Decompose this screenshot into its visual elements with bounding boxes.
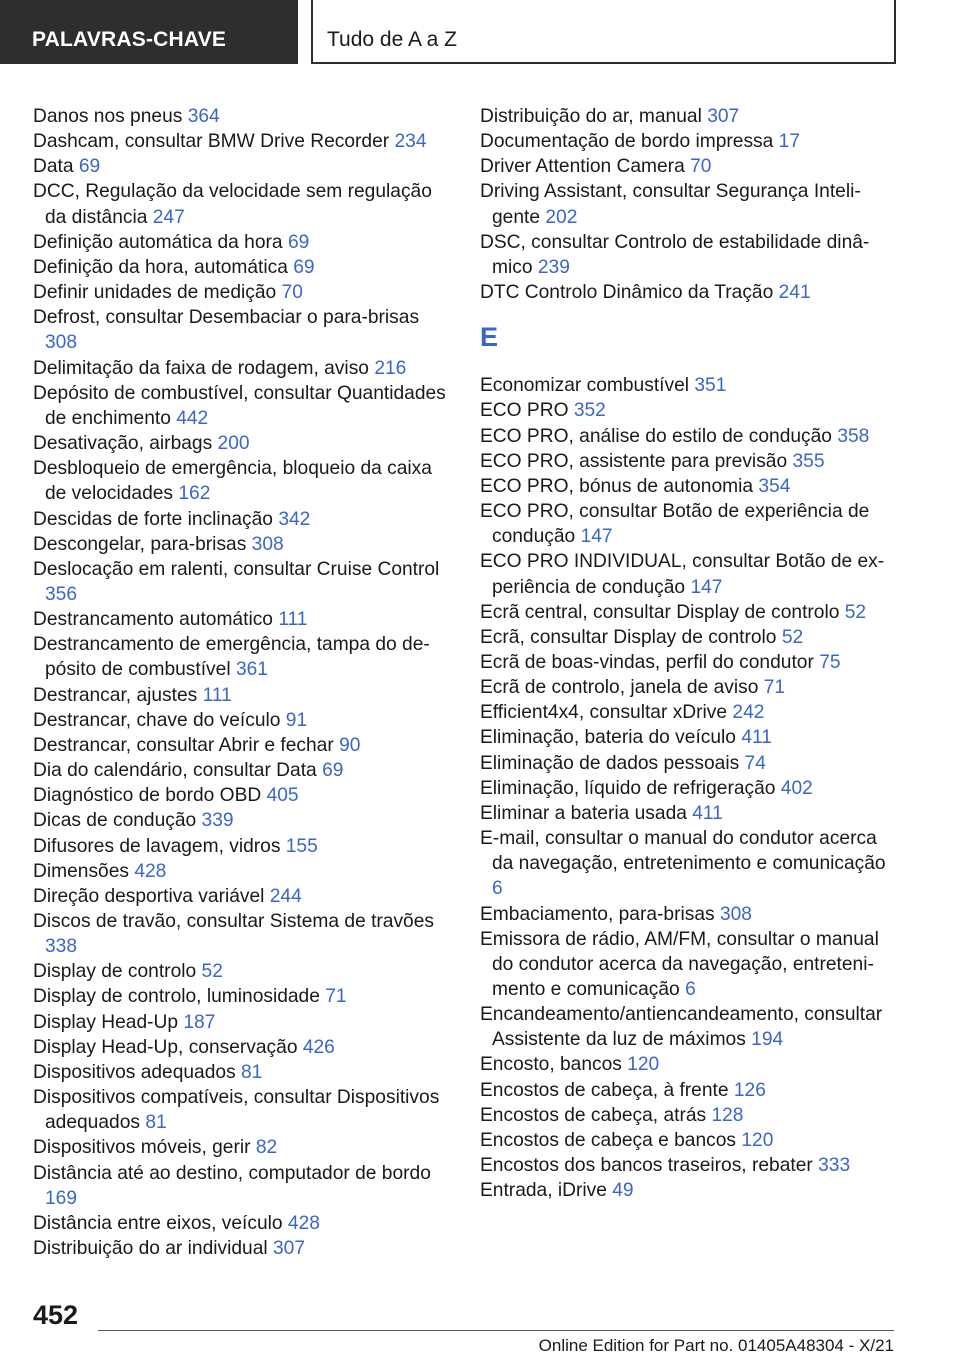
index-entry bbox=[33, 1035, 453, 1060]
index-entry bbox=[33, 1085, 453, 1135]
index-entry bbox=[33, 959, 453, 984]
index-term: Emissora de rádio, AM/FM, consultar o manual do condutor acerca da navegação, entretenimento e comunicação bbox=[480, 928, 879, 1000]
index-term: Display Head-Up bbox=[33, 1011, 179, 1033]
index-term: Destrancamento de emergência, tampa do depósito de combustível bbox=[33, 634, 430, 681]
index-entry bbox=[480, 104, 890, 129]
index-entry bbox=[480, 600, 890, 625]
page-reference-link[interactable]: 361 bbox=[235, 659, 268, 681]
page-reference-link[interactable]: 120 bbox=[741, 1129, 774, 1151]
index-entry bbox=[480, 625, 890, 650]
index-term: Distância até ao destino, computador de bordo bbox=[33, 1162, 431, 1184]
page-reference-link[interactable]: 355 bbox=[792, 450, 825, 472]
page-reference-link[interactable]: 128 bbox=[711, 1104, 744, 1126]
page-reference-link[interactable]: 70 bbox=[281, 282, 303, 304]
index-entry bbox=[480, 1052, 890, 1077]
index-entry bbox=[480, 1103, 890, 1128]
page-reference-link[interactable]: 187 bbox=[183, 1011, 216, 1033]
index-entry bbox=[480, 280, 890, 305]
page-reference-link[interactable]: 90 bbox=[339, 734, 361, 756]
index-entry bbox=[480, 1002, 890, 1052]
index-term: Descongelar, para-brisas bbox=[33, 533, 247, 555]
index-entry bbox=[480, 700, 890, 725]
index-entry bbox=[480, 1128, 890, 1153]
page-reference-link[interactable]: 74 bbox=[744, 752, 766, 774]
index-entry bbox=[480, 725, 890, 750]
index-term: Dia do calendário, consultar Data bbox=[33, 760, 317, 782]
page-reference-link[interactable]: 307 bbox=[707, 106, 740, 127]
page-reference-link[interactable]: 411 bbox=[692, 802, 723, 824]
index-term: Depósito de combustível, consultar Quantidades de enchimento bbox=[33, 382, 446, 429]
index-entry bbox=[33, 859, 453, 884]
index-term: Eliminar a bateria usada bbox=[480, 802, 687, 824]
index-term: DCC, Regulação da velocidade sem regulação da distância bbox=[33, 181, 432, 228]
page-reference-link[interactable]: 147 bbox=[580, 526, 613, 548]
index-term: Dispositivos adequados bbox=[33, 1061, 236, 1083]
page-reference-link[interactable]: 308 bbox=[251, 533, 284, 555]
index-term: Dicas de condução bbox=[33, 810, 197, 832]
index-term: Encostos de cabeça e bancos bbox=[480, 1129, 737, 1151]
page-reference-link[interactable]: 194 bbox=[751, 1029, 784, 1051]
index-column-right bbox=[480, 104, 890, 1203]
page-reference-link[interactable]: 354 bbox=[758, 475, 791, 497]
index-term: Display de controlo, luminosidade bbox=[33, 986, 320, 1008]
index-entry bbox=[480, 927, 890, 1002]
index-term: Diagnóstico de bordo OBD bbox=[33, 785, 262, 807]
index-term: Entrada, iDrive bbox=[480, 1180, 607, 1202]
page-reference-link[interactable]: 405 bbox=[266, 785, 299, 807]
index-entry bbox=[33, 129, 453, 154]
index-entry bbox=[33, 984, 453, 1009]
footer-divider bbox=[98, 1330, 894, 1331]
page-reference-link[interactable]: 120 bbox=[627, 1054, 660, 1076]
index-term: Dispositivos móveis, gerir bbox=[33, 1137, 251, 1159]
index-entry bbox=[33, 532, 453, 557]
page-reference-link[interactable]: 69 bbox=[287, 231, 310, 253]
index-entry bbox=[33, 1211, 453, 1236]
page-reference-link[interactable]: 442 bbox=[176, 407, 209, 429]
index-term: Descidas de forte inclinação bbox=[33, 508, 273, 530]
subsection-tab: Tudo de A a Z bbox=[311, 0, 896, 64]
page-reference-link[interactable]: 71 bbox=[763, 677, 786, 699]
index-group-d bbox=[480, 104, 890, 305]
page-reference-link[interactable]: 356 bbox=[45, 583, 78, 605]
page-reference-link[interactable]: 6 bbox=[492, 878, 503, 900]
index-entry bbox=[480, 549, 890, 599]
index-term: Embaciamento, para-brisas bbox=[480, 903, 715, 925]
index-group-e bbox=[480, 373, 890, 1203]
page-reference-link[interactable]: 342 bbox=[278, 508, 311, 530]
index-term: Encosto, bancos bbox=[480, 1054, 622, 1076]
index-term: Delimitação da faixa de rodagem, aviso bbox=[33, 357, 369, 379]
page-number: 452 bbox=[33, 1300, 79, 1330]
page-reference-link[interactable]: 234 bbox=[394, 131, 427, 153]
index-entry bbox=[480, 424, 890, 449]
page-reference-link[interactable]: 307 bbox=[272, 1238, 305, 1260]
index-entry bbox=[480, 1078, 890, 1103]
index-term: Ecrã de controlo, janela de aviso bbox=[480, 677, 759, 699]
page-reference-link[interactable]: 75 bbox=[819, 651, 841, 673]
page-reference-link[interactable]: 352 bbox=[573, 400, 606, 422]
index-term: ECO PRO, consultar Botão de experiência de condução bbox=[480, 501, 870, 548]
index-term: Distribuição do ar, manual bbox=[480, 106, 702, 127]
page-reference-link[interactable]: 241 bbox=[778, 282, 811, 304]
index-entry bbox=[480, 398, 890, 423]
index-term: ECO PRO bbox=[480, 400, 569, 422]
index-term: Destrancar, ajustes bbox=[33, 684, 198, 706]
page-reference-link[interactable]: 239 bbox=[537, 256, 570, 278]
index-entry bbox=[33, 733, 453, 758]
index-term: Definir unidades de medição bbox=[33, 282, 277, 304]
index-entry bbox=[480, 1153, 890, 1178]
index-entry bbox=[33, 230, 453, 255]
index-term: Distância entre eixos, veículo bbox=[33, 1212, 283, 1234]
index-entry bbox=[33, 884, 453, 909]
index-entry bbox=[33, 632, 453, 682]
page-reference-link[interactable]: 216 bbox=[374, 357, 407, 379]
section-letter-heading: E bbox=[480, 322, 499, 353]
index-entry bbox=[480, 776, 890, 801]
page-reference-link[interactable]: 333 bbox=[818, 1155, 851, 1177]
index-entry bbox=[33, 708, 453, 733]
index-term: Definição automática da hora bbox=[33, 231, 283, 253]
index-term: Documentação de bordo impressa bbox=[480, 131, 774, 153]
index-entry bbox=[33, 507, 453, 532]
page-reference-link[interactable]: 358 bbox=[837, 425, 870, 447]
index-entry bbox=[480, 650, 890, 675]
index-term: Direção desportiva variável bbox=[33, 885, 265, 907]
index-column-left bbox=[33, 104, 453, 1261]
index-entry bbox=[480, 1178, 890, 1203]
page-reference-link[interactable]: 49 bbox=[612, 1180, 634, 1202]
page-reference-link[interactable]: 426 bbox=[302, 1036, 335, 1058]
page-reference-link[interactable]: 155 bbox=[285, 835, 318, 857]
index-term: Definição da hora, automática bbox=[33, 256, 288, 278]
index-entry bbox=[33, 179, 453, 229]
index-entry bbox=[33, 607, 453, 632]
page-reference-link[interactable]: 364 bbox=[187, 106, 220, 127]
index-entry bbox=[33, 356, 453, 381]
index-term: Encostos de cabeça, à frente bbox=[480, 1079, 729, 1101]
index-term: Difusores de lavagem, vidros bbox=[33, 835, 281, 857]
index-entry bbox=[480, 801, 890, 826]
page-reference-link[interactable]: 69 bbox=[322, 760, 344, 782]
index-term: Ecrã de boas-vindas, perfil do condutor bbox=[480, 651, 814, 673]
index-term: Display Head-Up, conservação bbox=[33, 1036, 298, 1058]
index-term: DTC Controlo Dinâmico da Tração bbox=[480, 282, 774, 304]
index-term: Destrancamento automático bbox=[33, 609, 273, 631]
page-reference-link[interactable]: 52 bbox=[844, 601, 867, 623]
index-entry bbox=[33, 280, 453, 305]
index-term: Destrancar, chave do veículo bbox=[33, 709, 281, 731]
index-entry bbox=[480, 449, 890, 474]
page-reference-link[interactable]: 308 bbox=[45, 332, 78, 354]
page-reference-link[interactable]: 428 bbox=[287, 1212, 320, 1234]
index-entry bbox=[33, 1236, 453, 1261]
index-entry bbox=[480, 902, 890, 927]
page-reference-link[interactable]: 52 bbox=[201, 961, 223, 983]
index-entry bbox=[33, 1060, 453, 1085]
index-term: ECO PRO, análise do estilo de condução bbox=[480, 425, 832, 447]
index-term: Eliminação, bateria do veículo bbox=[480, 727, 736, 749]
index-entry bbox=[33, 154, 453, 179]
page-reference-link[interactable]: 111 bbox=[278, 609, 308, 631]
page-reference-link[interactable]: 6 bbox=[685, 979, 696, 1000]
index-entry bbox=[33, 1161, 453, 1211]
index-term: Eliminação, líquido de refrigeração bbox=[480, 777, 776, 799]
index-entry bbox=[480, 474, 890, 499]
index-entry bbox=[480, 675, 890, 700]
index-entry bbox=[33, 381, 453, 431]
index-term: Data bbox=[33, 156, 74, 178]
index-term: DSC, consultar Controlo de estabilidade dinâmico bbox=[480, 231, 870, 278]
index-entry bbox=[33, 104, 453, 129]
index-term: Ecrã, consultar Display de controlo bbox=[480, 626, 777, 648]
index-entry bbox=[480, 499, 890, 549]
index-entry bbox=[480, 230, 890, 280]
page-reference-link[interactable]: 242 bbox=[732, 702, 765, 724]
page-reference-link[interactable]: 147 bbox=[690, 576, 723, 598]
index-entry bbox=[33, 783, 453, 808]
page-reference-link[interactable]: 91 bbox=[285, 709, 308, 731]
index-term: Efficient4x4, consultar xDrive bbox=[480, 702, 728, 724]
index-term: Driving Assistant, consultar Segurança Inteligente bbox=[480, 181, 861, 228]
index-term: Danos nos pneus bbox=[33, 106, 183, 127]
index-term: Desativação, airbags bbox=[33, 433, 213, 455]
index-term: Deslocação em ralenti, consultar Cruise Control bbox=[33, 558, 440, 580]
index-term: ECO PRO INDIVIDUAL, consultar Botão de experiência de condução bbox=[480, 551, 885, 598]
index-term: Distribuição do ar individual bbox=[33, 1238, 268, 1260]
page-reference-link[interactable]: 338 bbox=[45, 936, 78, 958]
index-entry bbox=[33, 683, 453, 708]
page-reference-link[interactable]: 81 bbox=[241, 1061, 263, 1083]
page-reference-link[interactable]: 169 bbox=[45, 1187, 78, 1209]
index-term: Dashcam, consultar BMW Drive Recorder bbox=[33, 131, 390, 153]
section-tab: PALAVRAS-CHAVE bbox=[0, 0, 298, 64]
page-reference-link[interactable]: 82 bbox=[255, 1137, 278, 1159]
page-reference-link[interactable]: 402 bbox=[780, 777, 813, 799]
page-reference-link[interactable]: 69 bbox=[78, 156, 101, 178]
index-entry bbox=[480, 751, 890, 776]
index-entry bbox=[33, 255, 453, 280]
index-entry bbox=[480, 179, 890, 229]
page-reference-link[interactable]: 162 bbox=[178, 483, 211, 505]
page-reference-link[interactable]: 411 bbox=[741, 727, 772, 749]
page-reference-link[interactable]: 200 bbox=[217, 433, 250, 455]
page-reference-link[interactable]: 428 bbox=[134, 860, 167, 882]
page-reference-link[interactable]: 17 bbox=[778, 131, 800, 153]
index-entry bbox=[33, 808, 453, 833]
index-term: Dispositivos compatíveis, consultar Dispositivos adequados bbox=[33, 1087, 440, 1134]
index-entry bbox=[33, 834, 453, 859]
index-term: Driver Attention Camera bbox=[480, 156, 685, 178]
index-term: Encandeamento/antiencandeamento, consultar Assistente da luz de máximos bbox=[480, 1004, 883, 1051]
index-term: Encostos de cabeça, atrás bbox=[480, 1104, 707, 1126]
index-term: Ecrã central, consultar Display de controlo bbox=[480, 601, 840, 623]
index-entry bbox=[480, 154, 890, 179]
page-reference-link[interactable]: 111 bbox=[202, 684, 232, 706]
page-reference-link[interactable]: 339 bbox=[201, 810, 234, 832]
page-reference-link[interactable]: 202 bbox=[545, 206, 578, 228]
footer-edition-text: Online Edition for Part no. 01405A48304 - X/21 bbox=[538, 1336, 894, 1355]
page-reference-link[interactable]: 244 bbox=[269, 885, 302, 907]
index-entry bbox=[33, 758, 453, 783]
index-entry bbox=[33, 909, 453, 959]
index-term: Economizar combustível bbox=[480, 375, 690, 397]
page-reference-link[interactable]: 351 bbox=[694, 375, 727, 397]
index-entry bbox=[480, 826, 890, 901]
index-entry bbox=[33, 1010, 453, 1035]
index-entry bbox=[33, 456, 453, 506]
index-term: ECO PRO, bónus de autonomia bbox=[480, 475, 754, 497]
index-term: Display de controlo bbox=[33, 961, 197, 983]
index-term: Discos de travão, consultar Sistema de travões bbox=[33, 911, 434, 932]
index-term: Desbloqueio de emergência, bloqueio da caixa de velocidades bbox=[33, 458, 432, 505]
index-term: Destrancar, consultar Abrir e fechar bbox=[33, 734, 334, 756]
page-reference-link[interactable]: 71 bbox=[325, 986, 347, 1008]
page-reference-link[interactable]: 69 bbox=[293, 256, 315, 278]
page-reference-link[interactable]: 308 bbox=[719, 903, 752, 925]
index-term: Dimensões bbox=[33, 860, 129, 882]
page-reference-link[interactable]: 126 bbox=[733, 1079, 766, 1101]
index-term: E-mail, consultar o manual do condutor acerca da navegação, entretenimento e comunicação bbox=[480, 828, 886, 875]
page-reference-link[interactable]: 52 bbox=[781, 626, 804, 648]
page-reference-link[interactable]: 70 bbox=[690, 156, 712, 178]
page-reference-link[interactable]: 81 bbox=[145, 1112, 167, 1134]
index-term: Eliminação de dados pessoais bbox=[480, 752, 740, 774]
index-entry bbox=[33, 431, 453, 456]
index-entry bbox=[33, 557, 453, 607]
index-term: ECO PRO, assistente para previsão bbox=[480, 450, 788, 472]
index-term: Encostos dos bancos traseiros, rebater bbox=[480, 1155, 813, 1177]
page-reference-link[interactable]: 247 bbox=[152, 206, 185, 228]
index-entry bbox=[33, 1135, 453, 1160]
index-entry bbox=[480, 373, 890, 398]
index-term: Defrost, consultar Desembaciar o para-brisas bbox=[33, 307, 420, 329]
index-entry bbox=[480, 129, 890, 154]
index-entry bbox=[33, 305, 453, 355]
